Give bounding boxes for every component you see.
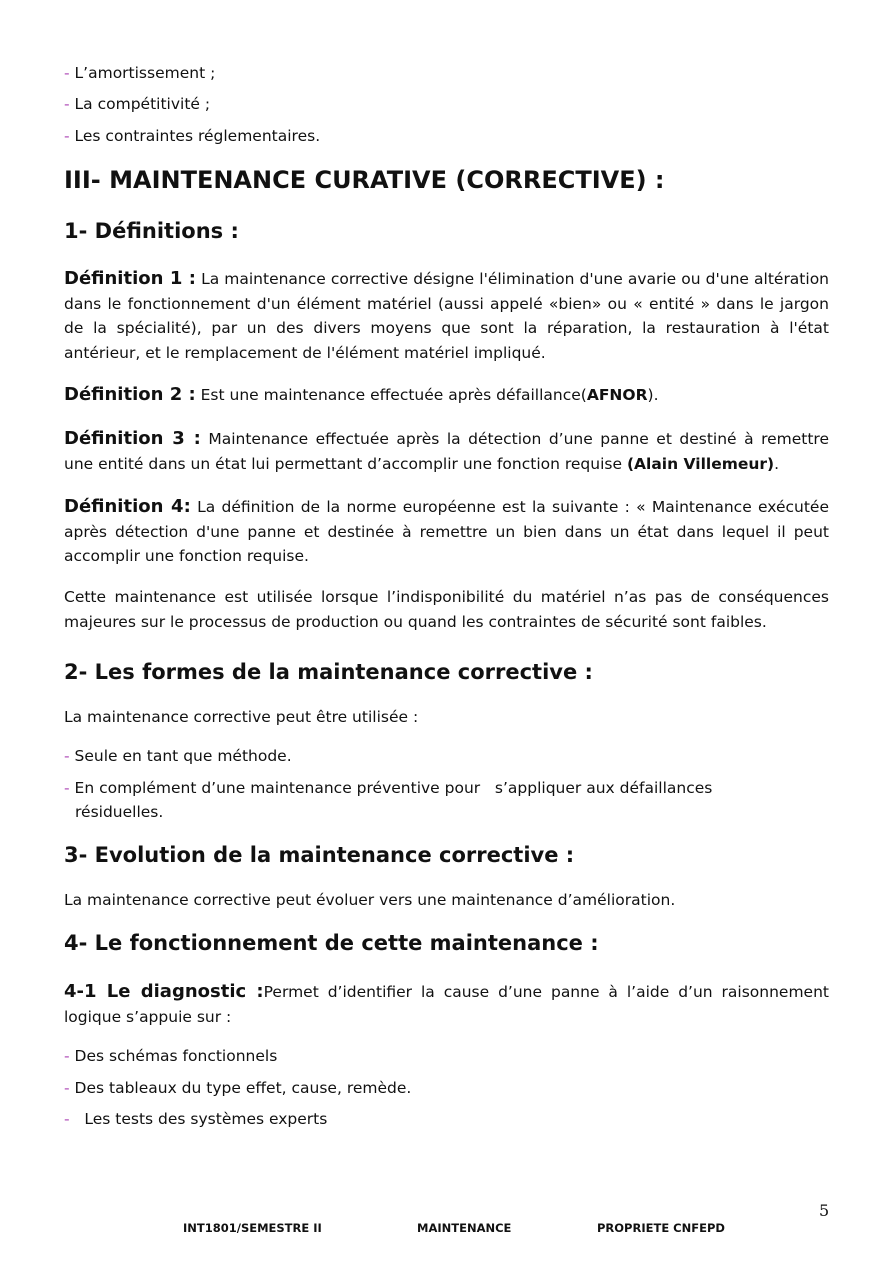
bullet-dash: - (64, 779, 70, 797)
source-ref: AFNOR (586, 386, 648, 404)
usage-paragraph: Cette maintenance est utilisée lorsque l’indisponibilité du matériel n’as pas de conséquences majeures sur le processus de production ou quand les contraintes de sécurité sont faibles. (64, 588, 829, 631)
bullet-dash: - (64, 64, 70, 82)
definition-term: Définition 2 : (64, 384, 196, 405)
definition-4 (64, 495, 829, 569)
formes-intro: La maintenance corrective peut être utilisée : (64, 708, 419, 726)
bullet-dash: - (64, 127, 70, 145)
bullet-dash: - (64, 747, 70, 765)
definition-text: La maintenance corrective désigne l'élimination d'une avarie ou d'une altération dans le fonctionnement d'un élément matériel (aussi appelé «bien» ou « entité » dans le jargon de la spécialité), par un des divers moyens que sont la réparation, la restauration à l'état antérieur, et le remplacement de l'élément matériel impliqué. (64, 270, 830, 362)
page-number: 5 (819, 1201, 830, 1220)
diagnostic-term: 4-1 Le diagnostic : (64, 981, 264, 1002)
evolution-text: La maintenance corrective peut évoluer vers une maintenance d’amélioration. (64, 891, 676, 909)
definition-text: La définition de la norme européenne est la suivante : « Maintenance exécutée après détection d'une panne et destinée à remettre un bien dans un état dans lequel il peut accomplir une fonction requise. (64, 498, 829, 565)
list-item: - Seule en tant que méthode. (64, 747, 292, 765)
definition-1 (64, 267, 829, 365)
list-item: - Des schémas fonctionnels (64, 1047, 278, 1065)
list-item: - L’amortissement ; (64, 64, 216, 82)
definition-3: Définition 3 : Maintenance effectuée après la détection d’une panne et destiné à remettre une entité dans un état lui permettant d’accomplir une fonction requise (Alain Villemeur). (64, 428, 830, 473)
list-item: - La compétitivité ; (64, 95, 211, 113)
source-ref: (Alain Villemeur) (626, 454, 775, 473)
section-title: III- MAINTENANCE CURATIVE (CORRECTIVE) : (64, 166, 665, 194)
definition-term: Définition 3 : (64, 428, 201, 449)
diagnostic-paragraph (64, 980, 829, 1029)
footer-course-code: INT1801/SEMESTRE II (183, 1221, 322, 1235)
definition-2: Définition 2 : Est une maintenance effectuée après défaillance(AFNOR). (64, 384, 659, 405)
heading-fonctionnement: 4- Le fonctionnement de cette maintenance : (64, 931, 599, 955)
list-item: - Des tableaux du type effet, cause, remède. (64, 1079, 412, 1097)
list-item: - Les tests des systèmes experts (64, 1110, 328, 1128)
definition-term: Définition 1 : (64, 268, 196, 289)
list-item: - Les contraintes réglementaires. (64, 127, 321, 145)
list-item-continuation: résiduelles. (75, 803, 164, 821)
diagnostic-text: Permet d’identifier la cause d’une panne à l’aide d’un raisonnement logique s’appuie sur : (64, 983, 829, 1026)
bullet-dash: - (64, 1079, 70, 1097)
bullet-dash: - (64, 1110, 70, 1128)
bullet-dash: - (64, 1047, 70, 1065)
definition-term: Définition 4: (64, 496, 191, 517)
heading-formes: 2- Les formes de la maintenance corrective : (64, 660, 593, 684)
footer-subject: MAINTENANCE (417, 1221, 512, 1235)
footer-owner: PROPRIETE CNFEPD (597, 1221, 725, 1235)
heading-evolution: 3- Evolution de la maintenance corrective : (64, 843, 575, 867)
bullet-dash: - (64, 95, 70, 113)
heading-definitions: 1- Définitions : (64, 219, 239, 243)
list-item: - En complément d’une maintenance préventive pour s’appliquer aux défaillances (64, 779, 713, 797)
